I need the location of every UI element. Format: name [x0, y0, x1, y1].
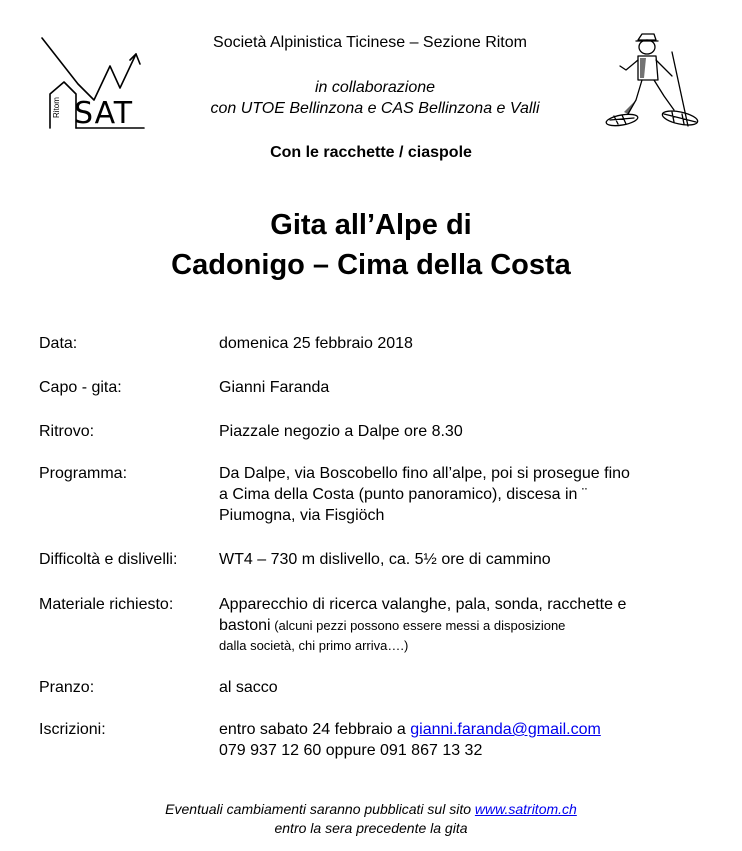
detail-label: Pranzo:	[39, 679, 95, 696]
materiale-note: (alcuni pezzi possono essere messi a disposizione	[270, 618, 566, 633]
detail-label: Difficoltà e dislivelli:	[39, 551, 178, 568]
subtitle: Con le racchette / ciaspole	[270, 144, 472, 161]
society-name: Società Alpinistica Ticinese – Sezione Ritom	[213, 34, 527, 51]
detail-label: Capo - gita:	[39, 379, 122, 396]
iscrizioni-line-1	[219, 719, 724, 740]
iscrizioni-text: entro sabato 24 febbraio a	[219, 721, 411, 738]
materiale-note-line-2: dalla società, chi primo arriva….)	[219, 638, 409, 653]
collaboration-line-1: in collaborazione	[314, 79, 436, 96]
footer-note	[0, 800, 742, 838]
iscrizioni-phones: 079 937 12 60 oppure 091 867 13 32	[219, 742, 483, 759]
detail-value: Piazzale negozio a Dalpe ore 8.30	[219, 423, 463, 440]
materiale-line-2	[219, 615, 724, 636]
collaboration-line-2: con UTOE Bellinzona e CAS Bellinzona e Valli	[210, 100, 540, 117]
logo-text: SAT	[74, 96, 134, 131]
title-line-1: Gita all’Alpe di	[270, 209, 472, 241]
programma-line-3: Piumogna, via Fisgiöch	[219, 507, 385, 524]
detail-value: al sacco	[219, 679, 278, 696]
snowshoe-hiker-illustration-icon	[602, 30, 712, 142]
website-link[interactable]: www.satritom.ch	[474, 801, 577, 817]
detail-value: Gianni Faranda	[219, 379, 330, 396]
footer-line-2: entro la sera precedente la gita	[274, 820, 468, 836]
detail-label: Ritrovo:	[39, 423, 95, 440]
detail-label: Iscrizioni:	[39, 721, 106, 738]
detail-label: Programma:	[39, 465, 128, 482]
logo-side-text: Ritom	[52, 97, 61, 119]
snowshoe-hiker-illustration	[602, 30, 712, 142]
page-title	[0, 205, 742, 285]
email-link[interactable]: gianni.faranda@gmail.com	[410, 721, 601, 738]
collaboration-text	[120, 77, 630, 119]
detail-value: domenica 25 febbraio 2018	[219, 335, 413, 352]
detail-label: Data:	[39, 335, 78, 352]
title-line-2: Cadonigo – Cima della Costa	[171, 249, 571, 281]
materiale-line-1: Apparecchio di ricerca valanghe, pala, sonda, racchette e	[219, 596, 627, 613]
footer-text: Eventuali cambiamenti saranno pubblicati sul sito	[165, 801, 475, 817]
materiale-bastoni: bastoni	[219, 617, 271, 634]
detail-label: Materiale richiesto:	[39, 596, 174, 613]
footer-line-1	[0, 800, 742, 819]
detail-value	[219, 463, 724, 526]
detail-value: WT4 – 730 m dislivello, ca. 5½ ore di cammino	[219, 551, 551, 568]
detail-value	[219, 719, 724, 761]
programma-line-2: a Cima della Costa (punto panoramico), discesa in ¨	[219, 486, 588, 503]
detail-value	[219, 594, 724, 655]
programma-line-1: Da Dalpe, via Boscobello fino all’alpe, poi si prosegue fino	[219, 465, 630, 482]
